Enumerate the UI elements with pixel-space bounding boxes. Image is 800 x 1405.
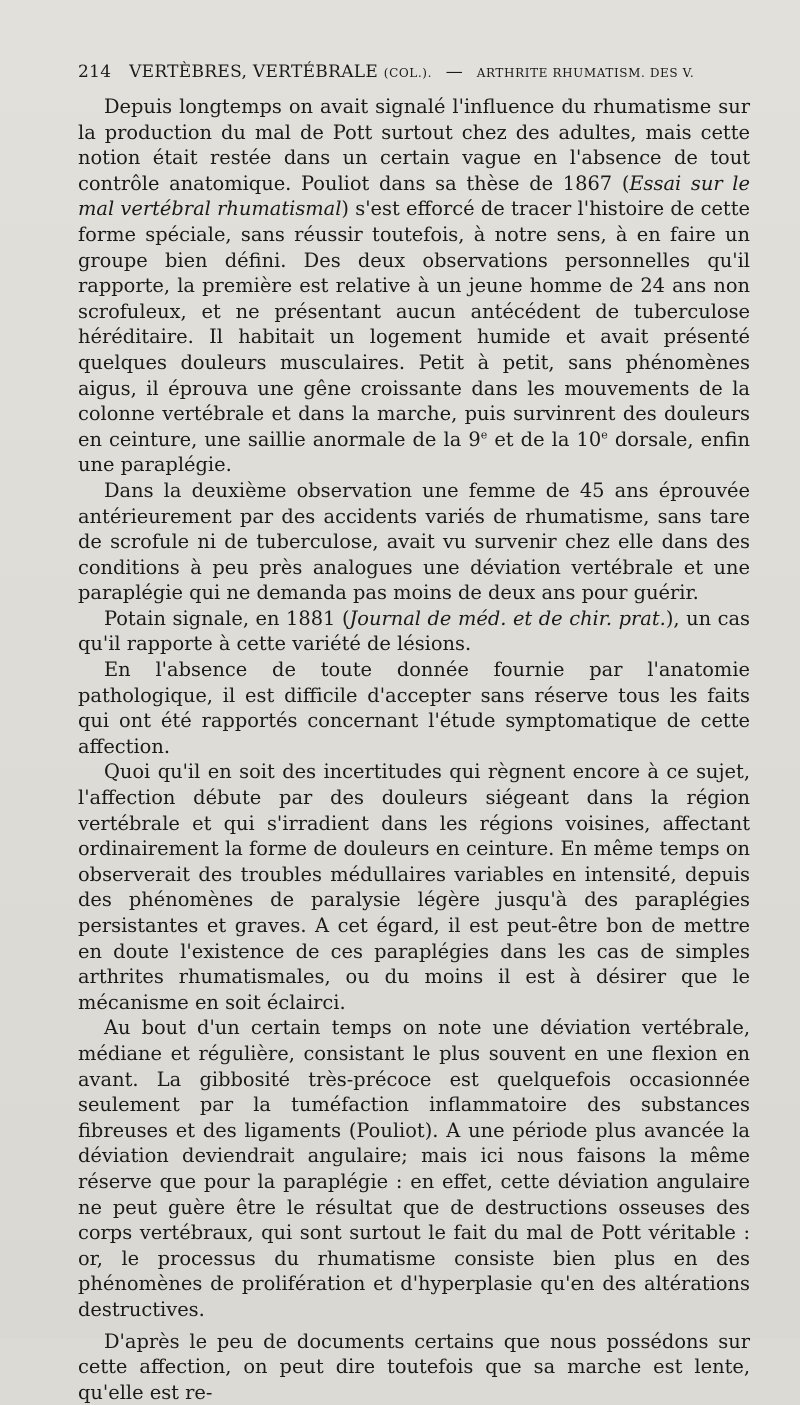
- text-run: et de la 10: [487, 428, 601, 451]
- paragraph: Au bout d'un certain temps on note une déviation vertébrale, médiane et régulière, consistant le plus souvent en une flexion en avant. La gibbosité très-précoce est quelquefois occasionnée seulement par la tuméfaction inflammatoire des substances fibreuses et des ligaments (Pouliot). A une période plus avancée la déviation deviendrait angulaire; mais ici nous faisons la même réserve que pour la paraplégie : en effet, cette déviation angulaire ne peut guère être le résultat que de destructions osseuses des corps vertébraux, qui sont surtout le fait du mal de Pott véritable : or, le processus du rhumatisme consiste bien plus en des phénomènes de prolifération et d'hyperplasie qu'en des altérations destructives.: [78, 1015, 750, 1322]
- paragraph: Quoi qu'il en soit des incertitudes qui règnent encore à ce sujet, l'affection débute par des douleurs siégeant dans la région vertébrale et qui s'irradient dans les régions voisines, affectant ordinairement la forme de douleurs en ceinture. En même temps on observerait des troubles médullaires variables en intensité, depuis des phénomènes de paralysie légère jusqu'à des paraplégies persistantes et graves. A cet égard, il est peut-être bon de mettre en doute l'existence de ces paraplégies dans les cas de simples arthrites rhumatismales, ou du moins il est à désirer que le mécanisme en soit éclairci.: [78, 759, 750, 1015]
- text-run: ) s'est efforcé de tracer l'histoire de cette forme spéciale, sans réussir toutefois, à notre sens, à en faire un groupe bien défini. Des deux observations personnelles qu'il rapporte, la première est relative à un jeune homme de 24 ans non scrofuleux, et ne présentant aucun antécédent de tuberculose héréditaire. Il habitait un logement humide et avait présenté quelques douleurs musculaires. Petit à petit, sans phénomènes aigus, il éprouva une gêne croissante dans les mouvements de la colonne vertébrale et dans la marche, puis survinrent des douleurs en ceinture, une saillie anormale de la 9: [78, 197, 750, 450]
- ordinal-suffix: e: [481, 428, 488, 441]
- paragraph: [78, 94, 750, 478]
- text-run: ), un cas qu'il rapporte à cette variété de lésions.: [78, 607, 750, 656]
- running-header: [78, 62, 748, 82]
- header-title: VERTÈBRES, VERTÉBRALE: [129, 62, 378, 82]
- text-run: dorsale, enfin une paraplégie.: [78, 428, 750, 477]
- ordinal-suffix: e: [601, 428, 608, 441]
- header-section: ARTHRITE RHUMATISM. DES V.: [477, 66, 695, 80]
- body-text: [78, 94, 750, 1405]
- citation-title: Journal de méd. et de chir. prat.: [350, 607, 666, 630]
- page-number: 214: [78, 62, 111, 82]
- paragraph: Dans la deuxième observation une femme de 45 ans éprouvée antérieurement par des accidents variés de rhumatisme, sans tare de scrofule ni de tuberculose, avait vu survenir chez elle dans des conditions à peu près analogues une déviation vertébrale et une paraplégie qui ne demanda pas moins de deux ans pour guérir.: [78, 478, 750, 606]
- citation-title: Essai sur le mal vertébral rhumatismal: [78, 172, 750, 221]
- paragraph: En l'absence de toute donnée fournie par l'anatomie pathologique, il est difficile d'accepter sans réserve tous les faits qui ont été rapportés concernant l'étude symptomatique de cette affection.: [78, 657, 750, 759]
- header-dash: —: [446, 62, 463, 82]
- paragraph: D'après le peu de documents certains que nous possédons sur cette affection, on peut dire toutefois que sa marche est lente, qu'elle est re-: [78, 1329, 750, 1405]
- paragraph: [78, 606, 750, 657]
- header-col: (COL.).: [384, 66, 432, 80]
- text-run: Potain signale, en 1881 (: [104, 607, 350, 630]
- text-run: Depuis longtemps on avait signalé l'influence du rhumatisme sur la production du mal de Pott surtout chez des adultes, mais cette notion était restée dans un certain vague en l'absence de tout contrôle anatomique. Pouliot dans sa thèse de 1867 (: [78, 95, 750, 195]
